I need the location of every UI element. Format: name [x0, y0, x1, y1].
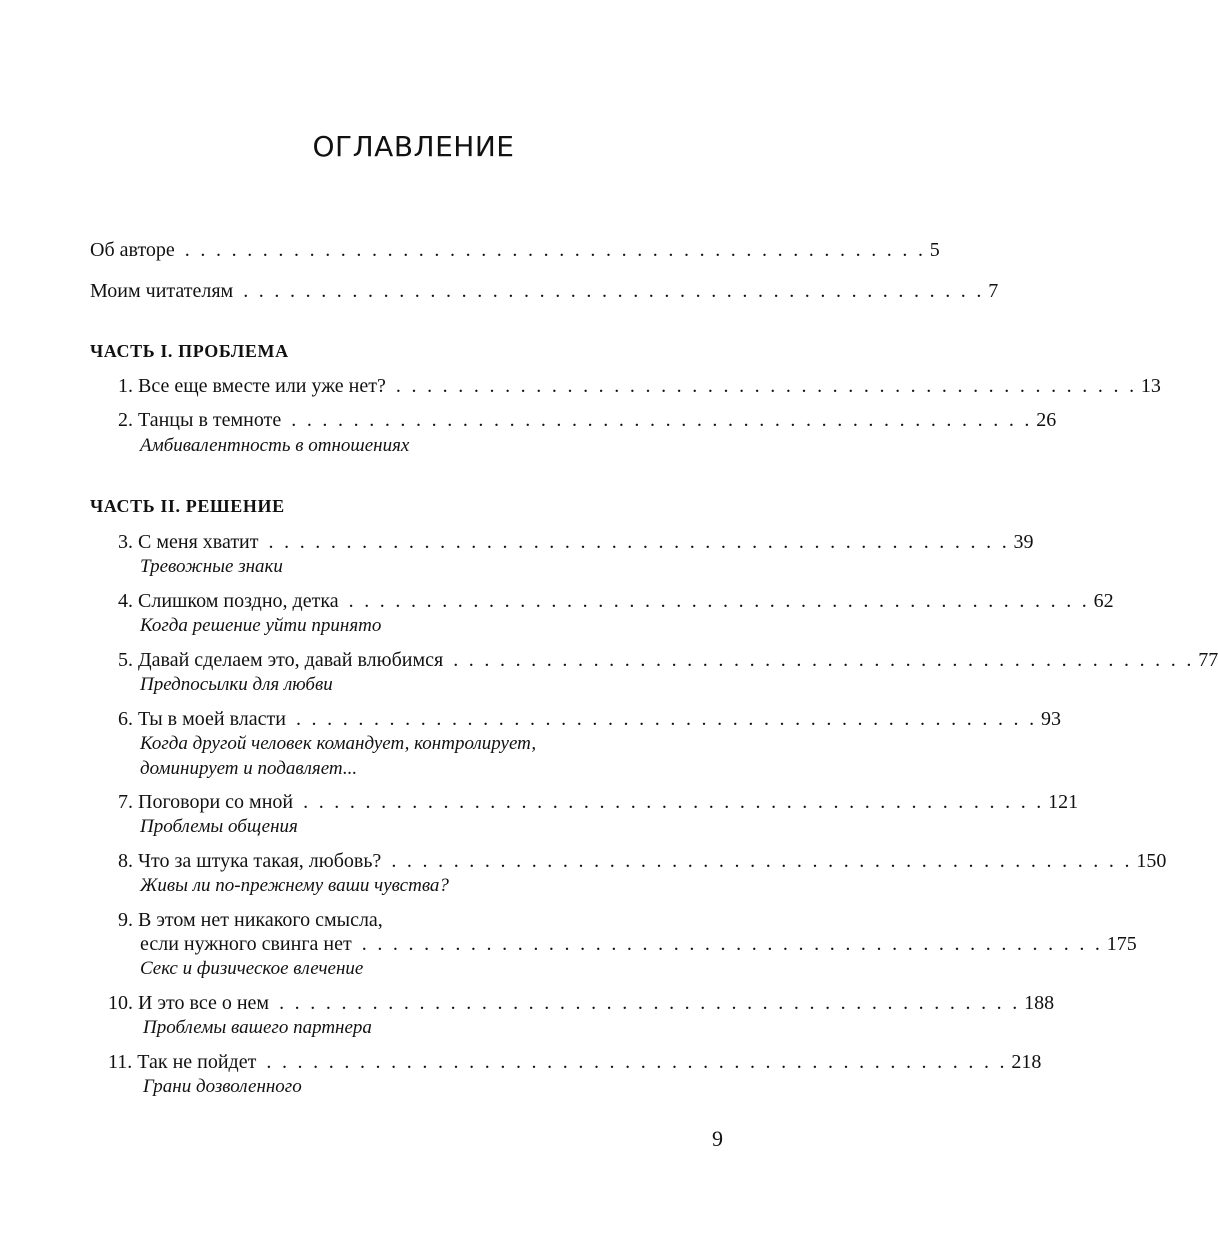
toc-entry-label: 1. Все еще вместе или уже нет? — [118, 375, 386, 397]
toc-entry-label: если нужного свинга нет — [140, 933, 352, 955]
leader-dots: . . . . . . . . . . . . . . . . . . . . . . . . . . . . . . . . . . . . . . . . . . . . . . . . — [279, 992, 1021, 1014]
toc-entry-chapter-3[interactable] — [118, 530, 1034, 554]
chapter-subtitle: Проблемы общения — [140, 816, 298, 837]
toc-entry-chapter-6[interactable] — [118, 707, 1061, 731]
toc-entry-label: 6. Ты в моей власти — [118, 708, 286, 730]
leader-dots: . . . . . . . . . . . . . . . . . . . . . . . . . . . . . . . . . . . . . . . . . . . . . . . . — [291, 409, 1033, 431]
toc-entry-label: 11. Так не пойдет — [108, 1051, 257, 1073]
toc-entry-label: 5. Давай сделаем это, давай влюбимся — [118, 649, 444, 671]
toc-entry-page: 175 — [1106, 933, 1137, 955]
part-heading: ЧАСТЬ II. РЕШЕНИЕ — [90, 496, 285, 516]
toc-entry-label-line-1[interactable]: 9. В этом нет никакого смысла, — [118, 909, 383, 931]
chapter-subtitle: Когда решение уйти принято — [140, 615, 382, 636]
leader-dots: . . . . . . . . . . . . . . . . . . . . . . . . . . . . . . . . . . . . . . . . . . . . . . . . — [266, 1051, 1008, 1073]
page-title: ОГЛАВЛЕНИЕ — [312, 130, 515, 163]
toc-entry-page: 188 — [1024, 992, 1055, 1014]
toc-entry-label: 3. С меня хватит — [118, 531, 259, 553]
chapter-subtitle: Предпосылки для любви — [140, 674, 333, 695]
toc-entry-page: 62 — [1093, 590, 1114, 612]
toc-entry-chapter-10[interactable] — [108, 991, 1055, 1015]
toc-entry-chapter-4[interactable] — [118, 589, 1114, 613]
chapter-subtitle: Живы ли по-прежнему ваши чувства? — [140, 875, 449, 896]
toc-entry-to-readers[interactable] — [90, 279, 999, 303]
chapter-subtitle: Когда другой человек командует, контролирует, — [140, 733, 537, 754]
chapter-subtitle: Секс и физическое влечение — [140, 958, 364, 979]
toc-entry-label: 7. Поговори со мной — [118, 791, 294, 813]
toc-entry-chapter-1[interactable] — [118, 374, 1161, 398]
toc-entry-page: 5 — [929, 239, 940, 261]
leader-dots: . . . . . . . . . . . . . . . . . . . . . . . . . . . . . . . . . . . . . . . . . . . . . . . . — [453, 649, 1195, 671]
leader-dots: . . . . . . . . . . . . . . . . . . . . . . . . . . . . . . . . . . . . . . . . . . . . . . . . — [184, 239, 926, 261]
toc-entry-chapter-9[interactable] — [140, 932, 1137, 956]
leader-dots: . . . . . . . . . . . . . . . . . . . . . . . . . . . . . . . . . . . . . . . . . . . . . . . . — [303, 791, 1045, 813]
leader-dots: . . . . . . . . . . . . . . . . . . . . . . . . . . . . . . . . . . . . . . . . . . . . . . . . — [395, 375, 1137, 397]
leader-dots: . . . . . . . . . . . . . . . . . . . . . . . . . . . . . . . . . . . . . . . . . . . . . . . . — [391, 850, 1133, 872]
leader-dots: . . . . . . . . . . . . . . . . . . . . . . . . . . . . . . . . . . . . . . . . . . . . . . . . — [268, 531, 1010, 553]
chapter-subtitle: Проблемы вашего партнера — [143, 1017, 372, 1038]
toc-entry-label: 10. И это все о нем — [108, 992, 270, 1014]
chapter-subtitle: Тревожные знаки — [140, 556, 283, 577]
toc-entry-page: 121 — [1048, 791, 1079, 813]
chapter-subtitle: Грани дозволенного — [143, 1076, 302, 1097]
leader-dots: . . . . . . . . . . . . . . . . . . . . . . . . . . . . . . . . . . . . . . . . . . . . . . . . — [361, 933, 1103, 955]
leader-dots: . . . . . . . . . . . . . . . . . . . . . . . . . . . . . . . . . . . . . . . . . . . . . . . . — [348, 590, 1090, 612]
toc-entry-page: 26 — [1036, 409, 1057, 431]
toc-entry-chapter-5[interactable] — [118, 648, 1218, 672]
part-heading: ЧАСТЬ I. ПРОБЛЕМА — [90, 341, 289, 361]
toc-entry-chapter-7[interactable] — [118, 790, 1079, 814]
toc-entry-chapter-8[interactable] — [118, 849, 1167, 873]
toc-entry-label: 2. Танцы в темноте — [118, 409, 282, 431]
toc-entry-chapter-11[interactable] — [108, 1050, 1042, 1074]
toc-entry-page: 7 — [988, 280, 999, 302]
toc-entry-label: Моим читателям — [90, 280, 234, 302]
toc-entry-label: 4. Слишком поздно, детка — [118, 590, 339, 612]
chapter-subtitle: Амбивалентность в отношениях — [140, 435, 410, 456]
toc-entry-label: 8. Что за штука такая, любовь? — [118, 850, 382, 872]
toc-entry-page: 77 — [1198, 649, 1218, 671]
leader-dots: . . . . . . . . . . . . . . . . . . . . . . . . . . . . . . . . . . . . . . . . . . . . . . . . — [243, 280, 985, 302]
toc-entry-chapter-2[interactable] — [118, 408, 1057, 432]
toc-entry-page: 218 — [1011, 1051, 1042, 1073]
page-number: 9 — [712, 1126, 723, 1151]
toc-entry-page: 39 — [1013, 531, 1034, 553]
toc-entry-page: 150 — [1136, 850, 1167, 872]
leader-dots: . . . . . . . . . . . . . . . . . . . . . . . . . . . . . . . . . . . . . . . . . . . . . . . . — [295, 708, 1037, 730]
toc-entry-label: Об авторе — [90, 239, 175, 261]
chapter-subtitle-line-2: доминирует и подавляет... — [140, 758, 358, 779]
toc-entry-page: 93 — [1040, 708, 1061, 730]
toc-entry-about-author[interactable] — [90, 238, 940, 262]
toc-entry-page: 13 — [1140, 375, 1161, 397]
